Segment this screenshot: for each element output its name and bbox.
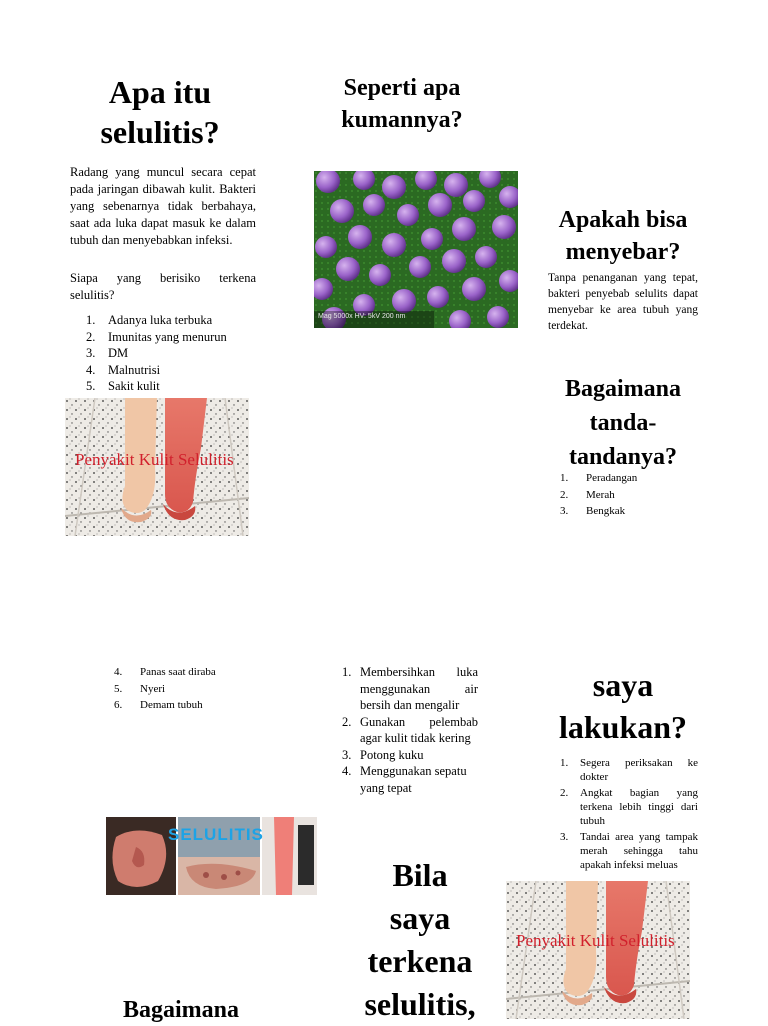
care-list [342,664,478,796]
cellulitis-leg-photo [65,398,249,536]
heading-if-infected: Bila saya terkena selulitis, [364,857,476,1022]
signs-list [560,470,700,520]
list-item: 3. Potong kuku [342,747,424,762]
panel-how-bottom [106,994,256,1026]
panel-if-infected [330,854,510,1026]
list-item: 1. Peradangan [560,472,638,484]
collage-label: SELULITIS [168,825,264,844]
panel-what-is-cellulitis [64,72,256,152]
heading-how: Bagaimana [122,997,239,1023]
list-item: 4. Malnutrisi [86,362,161,377]
risk-list [86,312,266,395]
heading-what-is-cellulitis: Apa itu selulitis? [100,74,220,150]
list-item: 2. Gunakan pelembab agar kulit tidak kering [342,714,478,745]
list-item: 4. Panas saat diraba [114,666,216,678]
list-item: 5. Sakit kulit [86,379,160,393]
bacteria-micrograph [314,171,518,328]
heading-spread: Apakah bisa menyebar? [558,207,688,265]
panel-what-to-do [540,664,706,748]
list-item: 2. Merah [560,488,615,501]
risk-question: Siapa yang berisiko terkena selulitis? [70,271,256,302]
list-item: 2. Imunitas yang menurun [86,329,227,344]
action-list [560,756,698,872]
staphylococcus-image [314,171,518,328]
list-item: 3. Tandai area yang tampak merah sehingga tahu apakah infeksi meluas [560,831,698,871]
photo-caption: Penyakit Kulit Selulitis [516,931,675,950]
cellulitis-collage [106,817,317,895]
spread-paragraph: Tanpa penanganan yang tepat, bakteri penyebab selulits dapat menyebar ke area tubuh yang terdekat. [548,272,698,333]
panel-signs [540,372,706,474]
list-item: 4. Menggunakan sepatu yang tepat [342,764,467,795]
heading-bacteria: Seperti apa kumannya? [341,75,463,133]
definition-paragraph: Radang yang muncul secara cepat pada jaringan dibawah kulit. Bakteri yang sebenarnya tidak berbahaya, saat ada luka dapat masuk ke dalam tubuh dan menyebabkan infeksi. [70,165,256,247]
heading-signs: Bagaimana tanda- tandanya? [564,376,681,470]
list-item: 3. Bengkak [560,505,626,517]
list-item: 1. Membersihkan luka menggunakan air bersih dan mengalir [342,665,478,712]
list-item: 3. DM [86,346,129,360]
list-item: 6. Demam tubuh [114,699,203,711]
photo-caption: Penyakit Kulit Selulitis [75,450,234,469]
list-item: 2. Angkat bagian yang terkena lebih tinggi dari tubuh [560,787,698,827]
panel-bacteria [310,72,494,136]
list-item: 5. Nyeri [114,682,166,695]
list-item: 1. Segera periksakan ke dokter [560,757,698,783]
heading-what-to-do: saya lakukan? [558,667,688,745]
list-item: 1. Adanya luka terbuka [86,313,213,327]
panel-spread [540,204,706,268]
cellulitis-leg-photo-2 [506,881,690,1019]
signs-list-continued [114,664,274,714]
micrograph-scale-text: Mag 5000x HV: 5kV 200 nm [318,313,406,320]
